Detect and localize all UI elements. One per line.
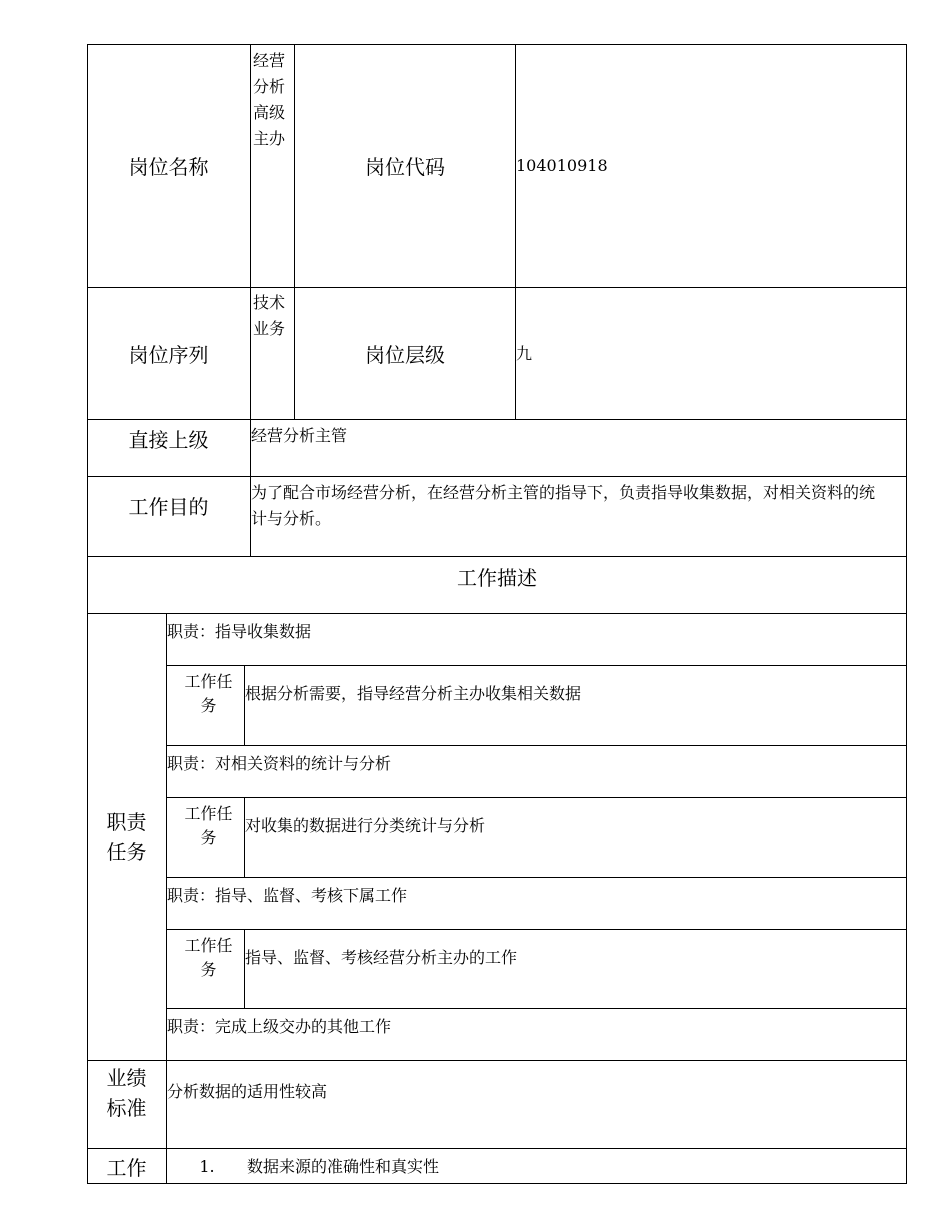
work-item [166,1148,907,1184]
post-level-value: 九 [515,287,907,419]
task-1: 根据分析需要，指导经营分析主办收集相关数据 [244,665,907,745]
duty-4: 职责：完成上级交办的其他工作 [166,1008,907,1060]
task-3: 指导、监督、考核经营分析主办的工作 [244,929,907,1008]
post-seq-value-cell [250,287,294,419]
performance-value: 分析数据的适用性较高 [166,1060,907,1148]
post-code-label: 岗位代码 [294,44,515,287]
purpose-value: 为了配合市场经营分析，在经营分析主管的指导下，负责指导收集数据，对相关资料的统计与分析。 [250,476,907,556]
work-item-number: 1. [199,1156,215,1176]
post-code-value: 104010918 [515,44,907,287]
work-label: 工作 [87,1148,166,1184]
work-description-header: 工作描述 [87,556,907,613]
performance-label: 业绩标准 [87,1060,166,1148]
post-seq-value: 技术业务 [253,293,286,338]
duty-2: 职责：对相关资料的统计与分析 [166,745,907,797]
task-2: 对收集的数据进行分类统计与分析 [244,797,907,877]
post-name-value-cell [250,44,294,287]
job-description-table [87,44,907,1184]
post-level-label: 岗位层级 [294,287,515,419]
post-seq-label: 岗位序列 [87,287,250,419]
work-item-text: 数据来源的准确性和真实性 [247,1156,440,1176]
superior-value: 经营分析主管 [250,419,907,476]
purpose-label: 工作目的 [87,476,250,556]
task-1-label: 工作任务 [166,665,244,745]
duty-3: 职责：指导、监督、考核下属工作 [166,877,907,929]
post-name-value: 经营分析高级主办 [253,51,286,148]
duties-label: 职责任务 [87,613,166,1060]
superior-label: 直接上级 [87,419,250,476]
post-name-label: 岗位名称 [128,155,209,179]
duty-1: 职责：指导收集数据 [166,613,907,665]
task-2-label: 工作任务 [166,797,244,877]
task-3-label: 工作任务 [166,929,244,1008]
